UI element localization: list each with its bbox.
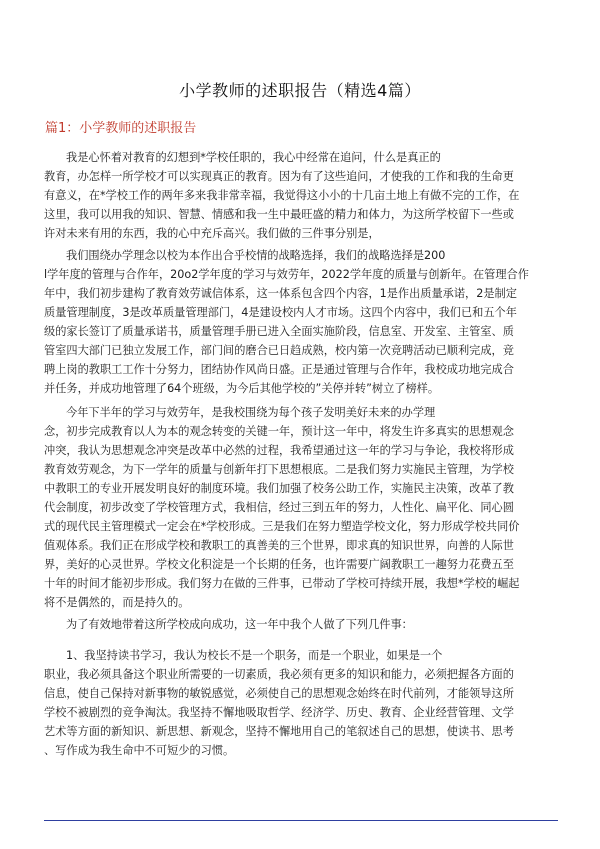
paragraph-line: 冲突，我认为思想观念冲突是改革中必然的过程，我希望通过这一年的学习与争论，我校将形成 xyxy=(44,444,514,457)
paragraph-line: 信息，使自己保持对新事物的敏锐感觉，必须使自己的思想观念始终在时代前列，才能领导这所 xyxy=(44,687,514,700)
paragraph-line: 职业，我必须具备这个职业所需要的一切素质，我必须有更多的知识和能力，必须把握各方面的 xyxy=(44,668,514,681)
paragraph-line: 、写作成为我生命中不可短少的习惯。 xyxy=(44,744,235,757)
paragraph-line: 教育，办怎样一所学校才可以实现真正的教育。因为有了这些追问，才使我的工作和我的生命更 xyxy=(44,170,514,183)
paragraph-line: 有意义，在*学校工作的两年多来我非常幸福，我觉得这小小的十几亩土地上有做不完的工作，在 xyxy=(44,189,520,202)
paragraph-line: 这里，我可以用我的知识、智慧、情感和我一生中最旺盛的精力和体力，为这所学校留下一些或 xyxy=(44,208,514,221)
paragraph-line: 教育效劳观念，为下一学年的质量与创新年打下思想根底。二是我们努力实施民主管理，为学校 xyxy=(44,463,514,476)
paragraph-line: 十年的时间才能初步形成。我们努力在做的三件事，已带动了学校可持续开展，我想*学校的崛起 xyxy=(44,577,520,590)
section-heading: 篇1：小学教师的述职报告 xyxy=(45,121,197,136)
paragraph-line: 级的家长签订了质量承诺书，质量管理手册已进入全面实施阶段，信息室、开发室、主管室、质 xyxy=(44,325,514,338)
footer-divider xyxy=(44,820,558,821)
paragraph-line: 我们围绕办学理念以校为本作出合乎校情的战略选择，我们的战略选择是200 xyxy=(66,249,446,262)
paragraph-line: 年中，我们初步建构了教育效劳诚信体系，这一体系包含四个内容，1是作出质量承诺，2是制定 xyxy=(44,287,517,300)
paragraph-line: 今年下半年的学习与效劳年，是我校围绕为每个孩子发明美好未来的办学理 xyxy=(66,406,436,419)
paragraph-line: 界，美好的心灵世界。学校文化积淀是一个长期的任务，也许需要广阔教职工一趣努力花费五至 xyxy=(44,558,514,571)
paragraph-line: 为了有效地带着这所学校成向成功，这一年中我个人做了下列几件事： xyxy=(66,618,413,631)
paragraph-line: 许对未来有用的东西，我的心中充斥高兴。我们做的三件事分别是， xyxy=(44,227,380,240)
paragraph-line: 艺术等方面的新知识、新思想、新观念，坚持不懈地用自己的笔叙述自己的思想，使读书、思考 xyxy=(44,725,514,738)
paragraph-line: 中教职工的专业开展发明良好的制度环境。我们加强了校务公助工作，实施民主决策，改革了教 xyxy=(44,482,514,495)
paragraph-1 xyxy=(44,148,558,243)
paragraph-line: 我是心怀着对教育的幻想到*学校任职的，我心中经常在追问，什么是真正的 xyxy=(66,151,441,164)
paragraph-5 xyxy=(44,646,558,760)
paragraph-line: 值观体系。我们正在形成学校和教职工的真善美的三个世界，即求真的知识世界，向善的人际世 xyxy=(44,539,514,552)
paragraph-line: 将不是偶然的，而是持久的。 xyxy=(44,596,190,609)
paragraph-line: 管室四大部门已独立发展工作，部门间的磨合已日趋成熟，校内第一次竞聘活动已顺利完成，竞 xyxy=(44,344,514,357)
paragraph-line: 代会制度，初步改变了学校管理方式，我相信，经过三到五年的努力，人性化、扁平化、同心圆 xyxy=(44,501,514,514)
paragraph-line: 1、我坚持读书学习，我认为校长不是一个职务，而是一个职业，如果是一个 xyxy=(66,649,443,662)
paragraph-3 xyxy=(44,403,558,612)
paragraph-line: 式的现代民主管理模式一定会在*学校形成。三是我们在努力塑造学校文化，努力形成学校共同价 xyxy=(44,520,520,533)
paragraph-line: 学校不被剧烈的竞争淘汰。我坚持不懈地吸取哲学、经济学、历史、教育、企业经营管理、文学 xyxy=(44,706,514,719)
paragraph-2 xyxy=(44,246,558,398)
document-title: 小学教师的述职报告（精选4篇） xyxy=(179,81,421,100)
paragraph-line: 并任务，并成功地管理了64个班级，为今后其他学校的”关停并转”树立了榜样。 xyxy=(44,382,440,395)
paragraph-4 xyxy=(44,615,558,634)
paragraph-line: 聘上岗的教职工工作十分努力，团结协作风尚日盛。正是通过管理与合作年，我校成功地完成合 xyxy=(44,363,514,376)
paragraph-line: 念，初步完成教育以人为本的观念转变的关键一年，预计这一年中，将发生许多真实的思想观念 xyxy=(44,425,514,438)
paragraph-line: l学年度的管理与合作年，20o2学年度的学习与效劳年，2022学年度的质量与创新年。在管理合作 xyxy=(44,268,529,281)
paragraph-line: 质量管理制度，3是改革质量管理部门，4是建设校内人才市场。这四个内容中，我们已和五个年 xyxy=(44,306,517,319)
